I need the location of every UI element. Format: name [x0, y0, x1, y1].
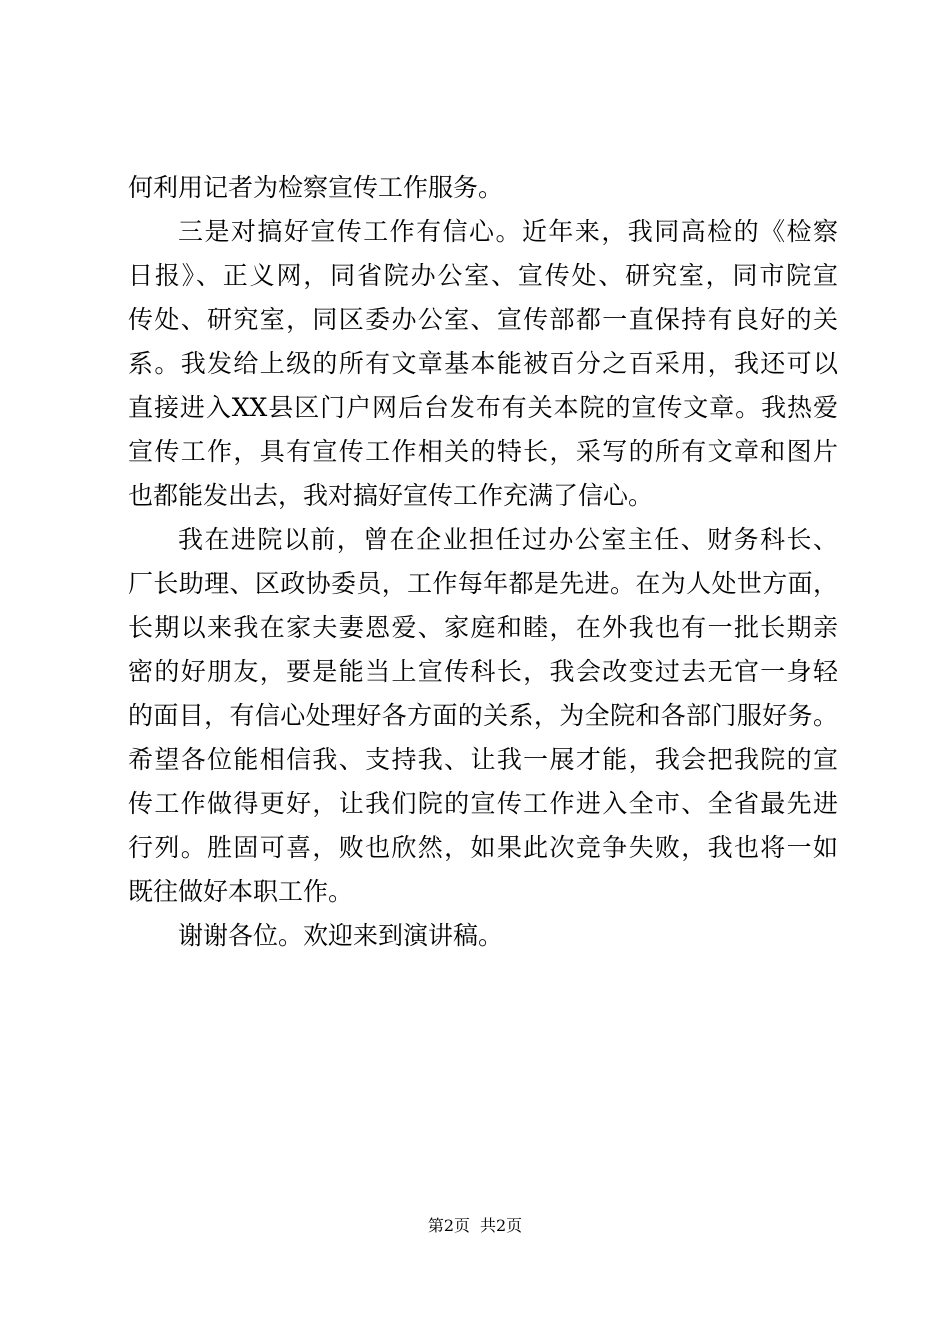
page-footer	[0, 1214, 950, 1238]
text-line: 希望各位能相信我、支持我、让我一展才能，我会把我院的宣	[128, 745, 838, 774]
text-line: 厂长助理、区政协委员，工作每年都是先进。在为人处世方面，	[128, 569, 838, 598]
document-body	[128, 166, 838, 958]
text-line: 何利用记者为检察宣传工作服务。	[128, 173, 504, 202]
text-line: 日报》、正义网，同省院办公室、宣传处、研究室，同市院宣	[128, 261, 838, 290]
text-line: 谢谢各位。欢迎来到演讲稿。	[178, 921, 504, 950]
text-line: 系。我发给上级的所有文章基本能被百分之百采用，我还可以	[128, 349, 838, 378]
total-pages-label: 共2页	[480, 1216, 523, 1235]
text-line: 既往做好本职工作。	[128, 877, 354, 906]
text-line: 我在进院以前，曾在企业担任过办公室主任、财务科长、	[178, 525, 838, 554]
text-line: 传处、研究室，同区委办公室、宣传部都一直保持有良好的关	[128, 305, 838, 334]
page-number-label: 第2页	[427, 1216, 470, 1235]
text-line: 密的好朋友，要是能当上宣传科长，我会改变过去无官一身轻	[128, 657, 838, 686]
text-line: 三是对搞好宣传工作有信心。近年来，我同高检的《检察	[178, 217, 838, 246]
text-line: 传工作做得更好，让我们院的宣传工作进入全市、全省最先进	[128, 789, 838, 818]
text-line: 长期以来我在家夫妻恩爱、家庭和睦，在外我也有一批长期亲	[128, 613, 838, 642]
text-line: 宣传工作，具有宣传工作相关的特长，采写的所有文章和图片	[128, 437, 838, 466]
text-line: 也都能发出去，我对搞好宣传工作充满了信心。	[128, 481, 654, 510]
text-line: 行列。胜固可喜，败也欣然，如果此次竞争失败，我也将一如	[128, 833, 838, 862]
text-line: 直接进入XX县区门户网后台发布有关本院的宣传文章。我热爱	[128, 393, 838, 422]
text-line: 的面目，有信心处理好各方面的关系，为全院和各部门服好务。	[128, 701, 838, 730]
